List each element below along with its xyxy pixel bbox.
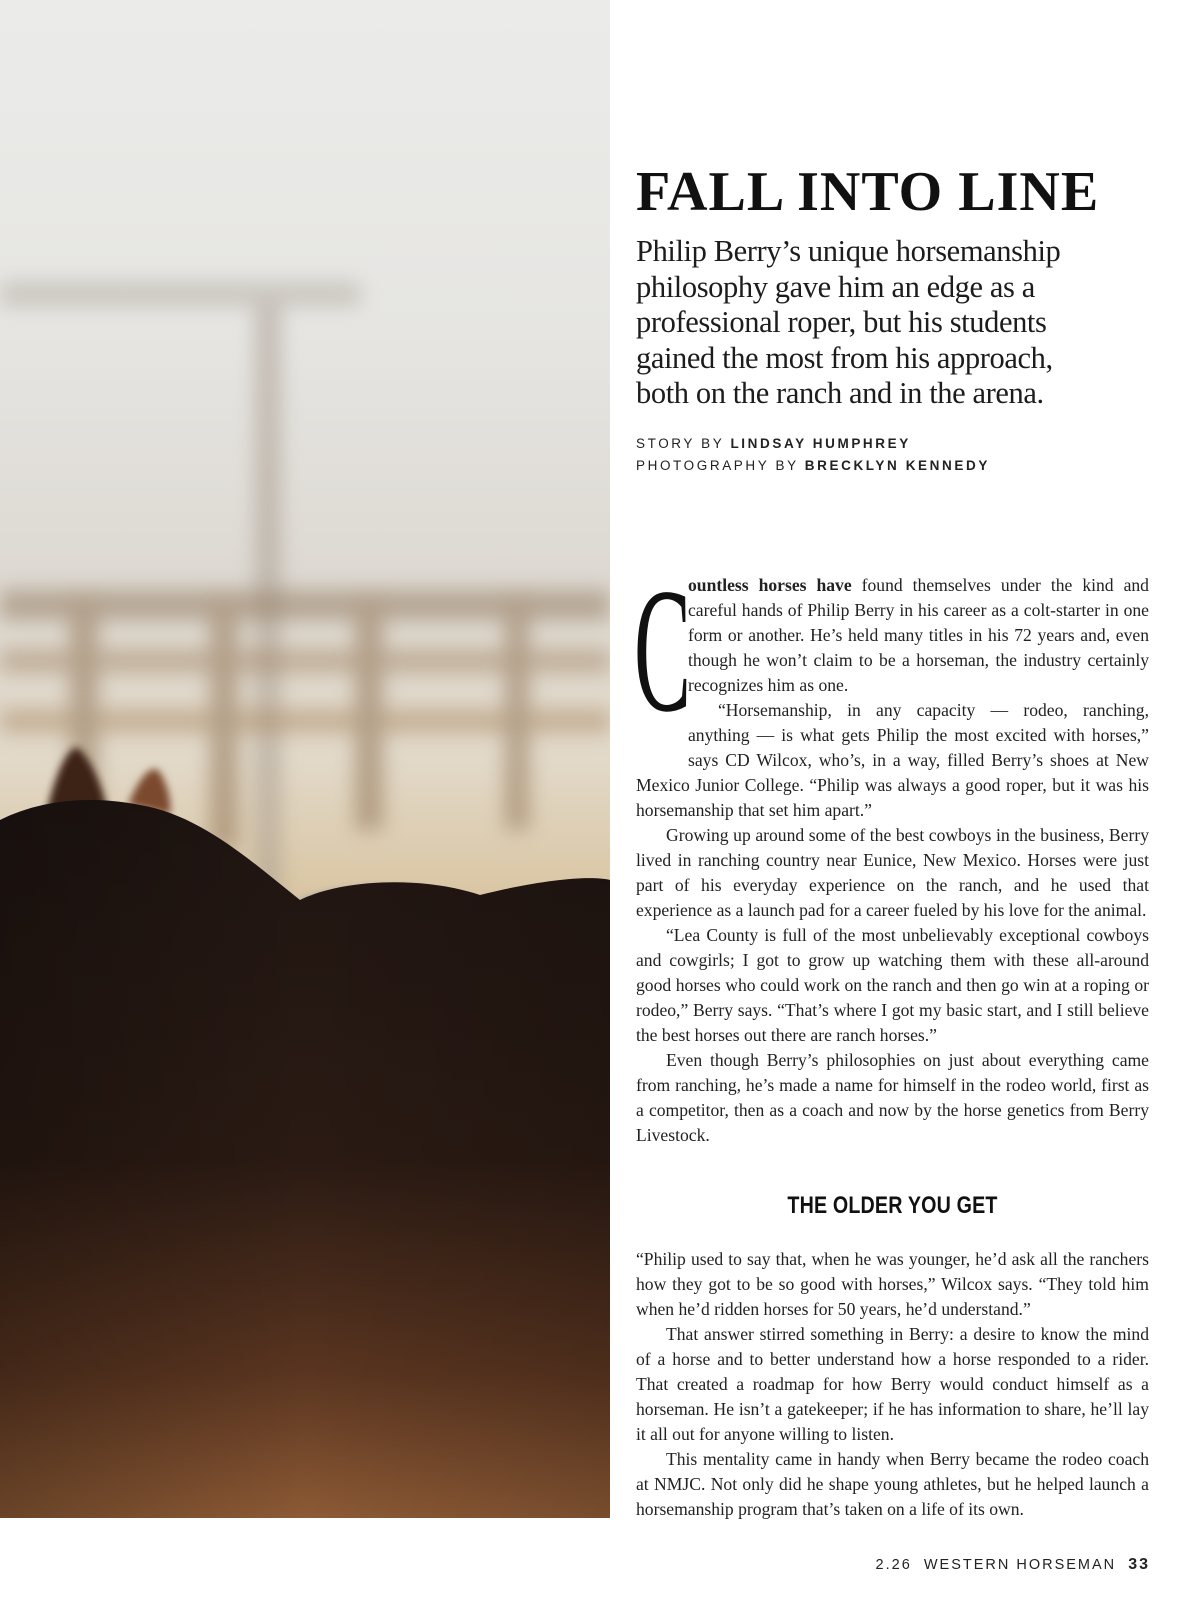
body-paragraph: “Horsemanship, in any capacity — rodeo, ranching, anything — is what gets Philip the most excited with horses,” says CD Wilcox, who’s, in a way, filled Berry’s shoes at New Mexico Junior College. “Philip was always a good roper, but it was his horsemanship that set him apart.” xyxy=(636,700,1149,820)
horse-photo-illustration xyxy=(0,0,610,1518)
photographer: BRECKLYN KENNEDY xyxy=(804,458,990,473)
article-title: FALL INTO LINE xyxy=(636,161,1100,223)
story-author: LINDSAY HUMPHREY xyxy=(730,436,911,451)
magazine-name: WESTERN HORSEMAN xyxy=(923,1557,1117,1573)
story-credit xyxy=(636,433,990,455)
horse-photo xyxy=(0,0,610,1518)
photo-credit-label: PHOTOGRAPHY BY xyxy=(636,458,805,473)
body-paragraph: “Philip used to say that, when he was younger, he’d ask all the ranchers how they got to be so good with horses,” Wilcox says. “They told him when he’d ridden horses for 50 years, he’d understand.” xyxy=(636,1249,1149,1319)
section-subhead: THE OLDER YOU GET xyxy=(787,1192,998,1219)
body-paragraph: That answer stirred something in Berry: a desire to know the mind of a horse and to better understand how a horse responded to a rider. That created a roadmap for how Berry would conduct himself as a horseman. He isn’t a gatekeeper; if he has information to share, he’ll lay it all out for anyone willing to listen. xyxy=(636,1324,1149,1444)
byline xyxy=(636,433,990,477)
article-body xyxy=(634,551,1149,1148)
paragraph-text: found themselves under the kind and careful hands of Philip Berry in his career as a colt-starter in one form or another. He’s held many titles in his 72 years and, even though he won’t claim to be a horseman, the industry certainly recognizes him as one. xyxy=(688,575,1149,695)
lead-in: ountless horses have xyxy=(688,575,852,595)
body-paragraph: Even though Berry’s philosophies on just about everything came from ranching, he’s made a name for himself in the rodeo world, first as a competitor, then as a coach and now by the horse genetics from Berry Livestock. xyxy=(636,1050,1149,1145)
page-number: 33 xyxy=(1128,1556,1150,1573)
body-paragraph: Growing up around some of the best cowboys in the business, Berry lived in ranching country near Eunice, New Mexico. Horses were just part of his everyday experience on the ranch, and he used that experience as a launch pad for a career fueled by his love for the animal. xyxy=(636,825,1149,920)
issue-date: 2.26 xyxy=(875,1557,912,1573)
body-paragraph: This mentality came in handy when Berry became the rodeo coach at NMJC. Not only did he shape young athletes, but he helped launch a horsemanship program that’s taken on a life of its own. xyxy=(636,1449,1149,1519)
page-folio xyxy=(876,1556,1150,1574)
article-body-continued xyxy=(636,1247,1149,1522)
body-paragraph: “Lea County is full of the most unbelievably exceptional cowboys and cowgirls; I got to grow up watching them with these all-around good horses who could work on the ranch and then go win at a roping or rodeo,” Berry says. “That’s where I got my basic start, and I still believe the best horses out there are ranch horses.” xyxy=(636,925,1149,1045)
photo-credit xyxy=(636,455,990,477)
body-paragraph xyxy=(634,551,1149,749)
article-deck: Philip Berry’s unique horsemanship philosophy gave him an edge as a professional roper, but his students gained the most from his approach, both on the ranch and in the arena. xyxy=(636,234,1061,410)
story-credit-label: STORY BY xyxy=(636,436,731,451)
drop-cap: C xyxy=(634,551,691,749)
